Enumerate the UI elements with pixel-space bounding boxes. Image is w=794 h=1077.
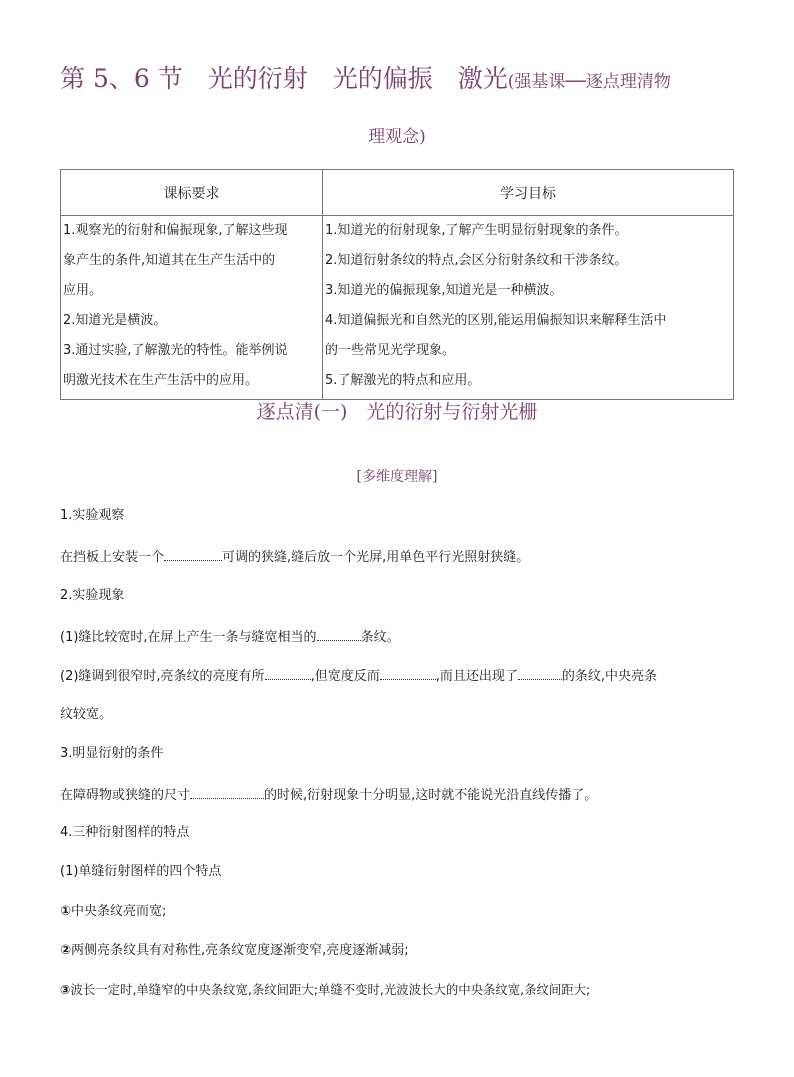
- fill-blank[interactable]: [164, 546, 222, 561]
- list-item: 4.知道偏振光和自然光的区别,能运用偏振知识来解释生活中: [325, 313, 667, 328]
- text-span: 条纹。: [360, 630, 400, 645]
- section-title: 逐点清(一) 光的衍射与衍射光栅: [256, 401, 538, 423]
- fill-blank[interactable]: [518, 665, 562, 680]
- circled-number: ②: [60, 943, 72, 958]
- feature-item-1: [60, 902, 750, 922]
- feature-item-3: [60, 980, 750, 1000]
- list-item: 2.知道光是横波。: [63, 313, 167, 328]
- text-span: 的时候,衍射现象十分明显,这时就不能说光沿直线传播了。: [264, 788, 598, 803]
- page-title: [60, 64, 750, 97]
- header-curriculum-requirements: 课标要求: [61, 170, 323, 216]
- paragraph-narrow-slit-cont: 纹较宽。: [60, 707, 113, 722]
- list-item: 5.了解激光的特点和应用。: [325, 373, 481, 388]
- text-span: 的条纹,中央亮条: [561, 669, 657, 684]
- list-item: 应用。: [63, 283, 103, 298]
- paragraph-single-slit: (1)单缝衍射图样的四个特点: [60, 864, 222, 879]
- circled-number: ①: [60, 904, 72, 919]
- title-subtitle: (强基课──逐点理清物: [507, 72, 671, 92]
- subsection-label: [多维度理解]: [356, 469, 438, 485]
- text-span: 波长一定时,单缝窄的中央条纹宽,条纹间距大;单缝不变时,光波波长大的中央条纹宽,条纹间距大;: [70, 982, 591, 997]
- text-span: ,而且还出现了: [435, 669, 518, 684]
- text-span: 在挡板上安装一个: [60, 550, 165, 565]
- text-span: (2)缝调到很窄时,亮条纹的亮度有所: [60, 669, 265, 684]
- circled-number: ③: [60, 982, 71, 997]
- list-item: 3.通过实验,了解激光的特性。能举例说: [63, 343, 288, 358]
- list-item: 3.知道光的偏振现象,知道光是一种横波。: [325, 283, 563, 298]
- list-item: 1.观察光的衍射和偏振现象,了解这些现: [63, 223, 288, 238]
- text-span: ,但宽度反而: [310, 669, 380, 684]
- table-row: [61, 216, 734, 400]
- list-item: 象产生的条件,知道其在生产生活中的: [63, 253, 276, 268]
- paragraph-setup: [60, 546, 750, 568]
- standards-table: [60, 169, 734, 400]
- text-span: 两侧亮条纹具有对称性,亮条纹宽度逐渐变窄,亮度逐渐减弱;: [71, 943, 409, 958]
- title-continuation: 理观念): [368, 127, 426, 147]
- heading-experiment-phenomena: 2.实验现象: [60, 588, 125, 603]
- paragraph-wide-slit: [60, 626, 750, 648]
- list-item: 明激光技术在生产生活中的应用。: [63, 373, 259, 388]
- fill-blank[interactable]: [380, 665, 436, 680]
- text-span: 中央条纹亮而宽;: [71, 904, 167, 919]
- fill-blank[interactable]: [190, 784, 264, 799]
- feature-item-2: [60, 941, 750, 961]
- list-item: 2.知道衍射条纹的特点,会区分衍射条纹和干涉条纹。: [325, 253, 628, 268]
- requirements-cell: [61, 216, 323, 400]
- header-learning-objectives: 学习目标: [323, 170, 734, 216]
- text-span: 可调的狭缝,缝后放一个光屏,用单色平行光照射狭缝。: [222, 550, 530, 565]
- fill-blank[interactable]: [265, 665, 311, 680]
- heading-diffraction-condition: 3.明显衍射的条件: [60, 746, 164, 761]
- heading-experiment-observation: 1.实验观察: [60, 508, 125, 523]
- table-header-row: [61, 170, 734, 216]
- paragraph-narrow-slit: [60, 665, 750, 687]
- list-item: 的一些常见光学现象。: [325, 343, 456, 358]
- heading-pattern-features: 4.三种衍射图样的特点: [60, 825, 190, 840]
- text-span: (1)缝比较宽时,在屏上产生一条与缝宽相当的: [60, 630, 317, 645]
- fill-blank[interactable]: [317, 626, 361, 641]
- title-main: 第 5、6 节 光的衍射 光的偏振 激光: [60, 64, 508, 93]
- objectives-cell: [323, 216, 734, 400]
- text-span: 在障碍物或狭缝的尺寸: [60, 788, 191, 803]
- paragraph-condition: [60, 784, 750, 806]
- list-item: 1.知道光的衍射现象,了解产生明显衍射现象的条件。: [325, 223, 628, 238]
